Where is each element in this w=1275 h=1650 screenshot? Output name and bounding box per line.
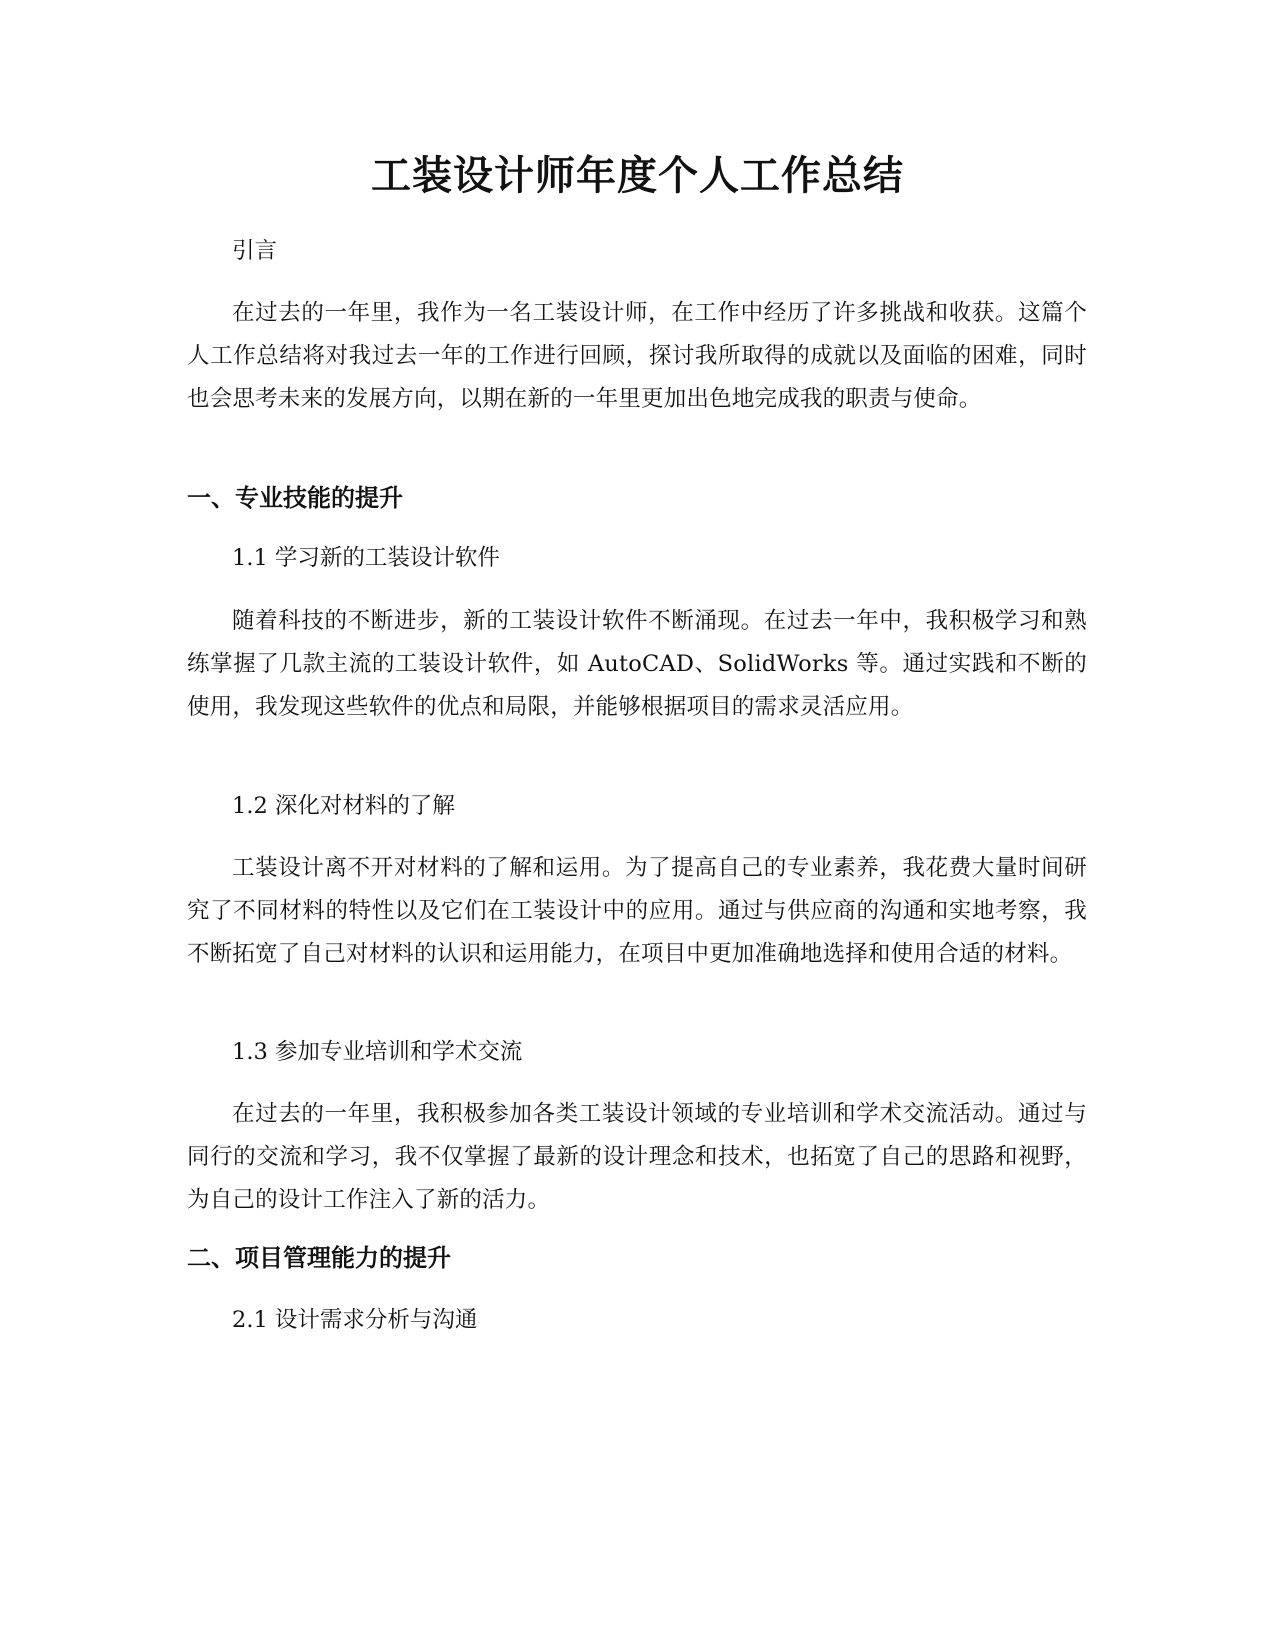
subsection-1-3-text: 在过去的一年里，我积极参加各类工装设计领域的专业培训和学术交流活动。通过与同行的交流和学习，我不仅掌握了最新的设计理念和技术，也拓宽了自己的思路和视野，为自己的设计工作注入了新的活力。 xyxy=(187,1101,1087,1213)
subsection-1-2-text: 工装设计离不开对材料的了解和运用。为了提高自己的专业素养，我花费大量时间研究了不同材料的特性以及它们在工装设计中的应用。通过与供应商的沟通和实地考察，我不断拓宽了自己对材料的认识和运用能力，在项目中更加准确地选择和使用合适的材料。 xyxy=(187,855,1087,967)
subsection-1-2-title: 1.2 深化对材料的了解 xyxy=(232,793,455,819)
subsection-1-1-text: 随着科技的不断进步，新的工装设计软件不断涌现。在过去一年中，我积极学习和熟练掌握了几款主流的工装设计软件，如 AutoCAD、SolidWorks 等。通过实践和不断的使用，我发现这些软件的优点和局限，并能够根据项目的需求灵活应用。 xyxy=(187,608,1087,720)
section-2-heading: 二、项目管理能力的提升 xyxy=(187,1244,451,1272)
subsection-2-1-title: 2.1 设计需求分析与沟通 xyxy=(232,1307,478,1333)
intro-paragraph: 在过去的一年里，我作为一名工装设计师，在工作中经历了许多挑战和收获。这篇个人工作总结将对我过去一年的工作进行回顾，探讨我所取得的成就以及面临的困难，同时也会思考未来的发展方向，以期在新的一年里更加出色地完成我的职责与使命。 xyxy=(187,300,1087,412)
intro-label: 引言 xyxy=(232,238,278,264)
section-1-heading: 一、专业技能的提升 xyxy=(187,484,403,512)
document-title: 工装设计师年度个人工作总结 xyxy=(371,153,904,199)
subsection-1-1-title: 1.1 学习新的工装设计软件 xyxy=(232,545,500,571)
subsection-1-3-title: 1.3 参加专业培训和学术交流 xyxy=(232,1039,523,1065)
